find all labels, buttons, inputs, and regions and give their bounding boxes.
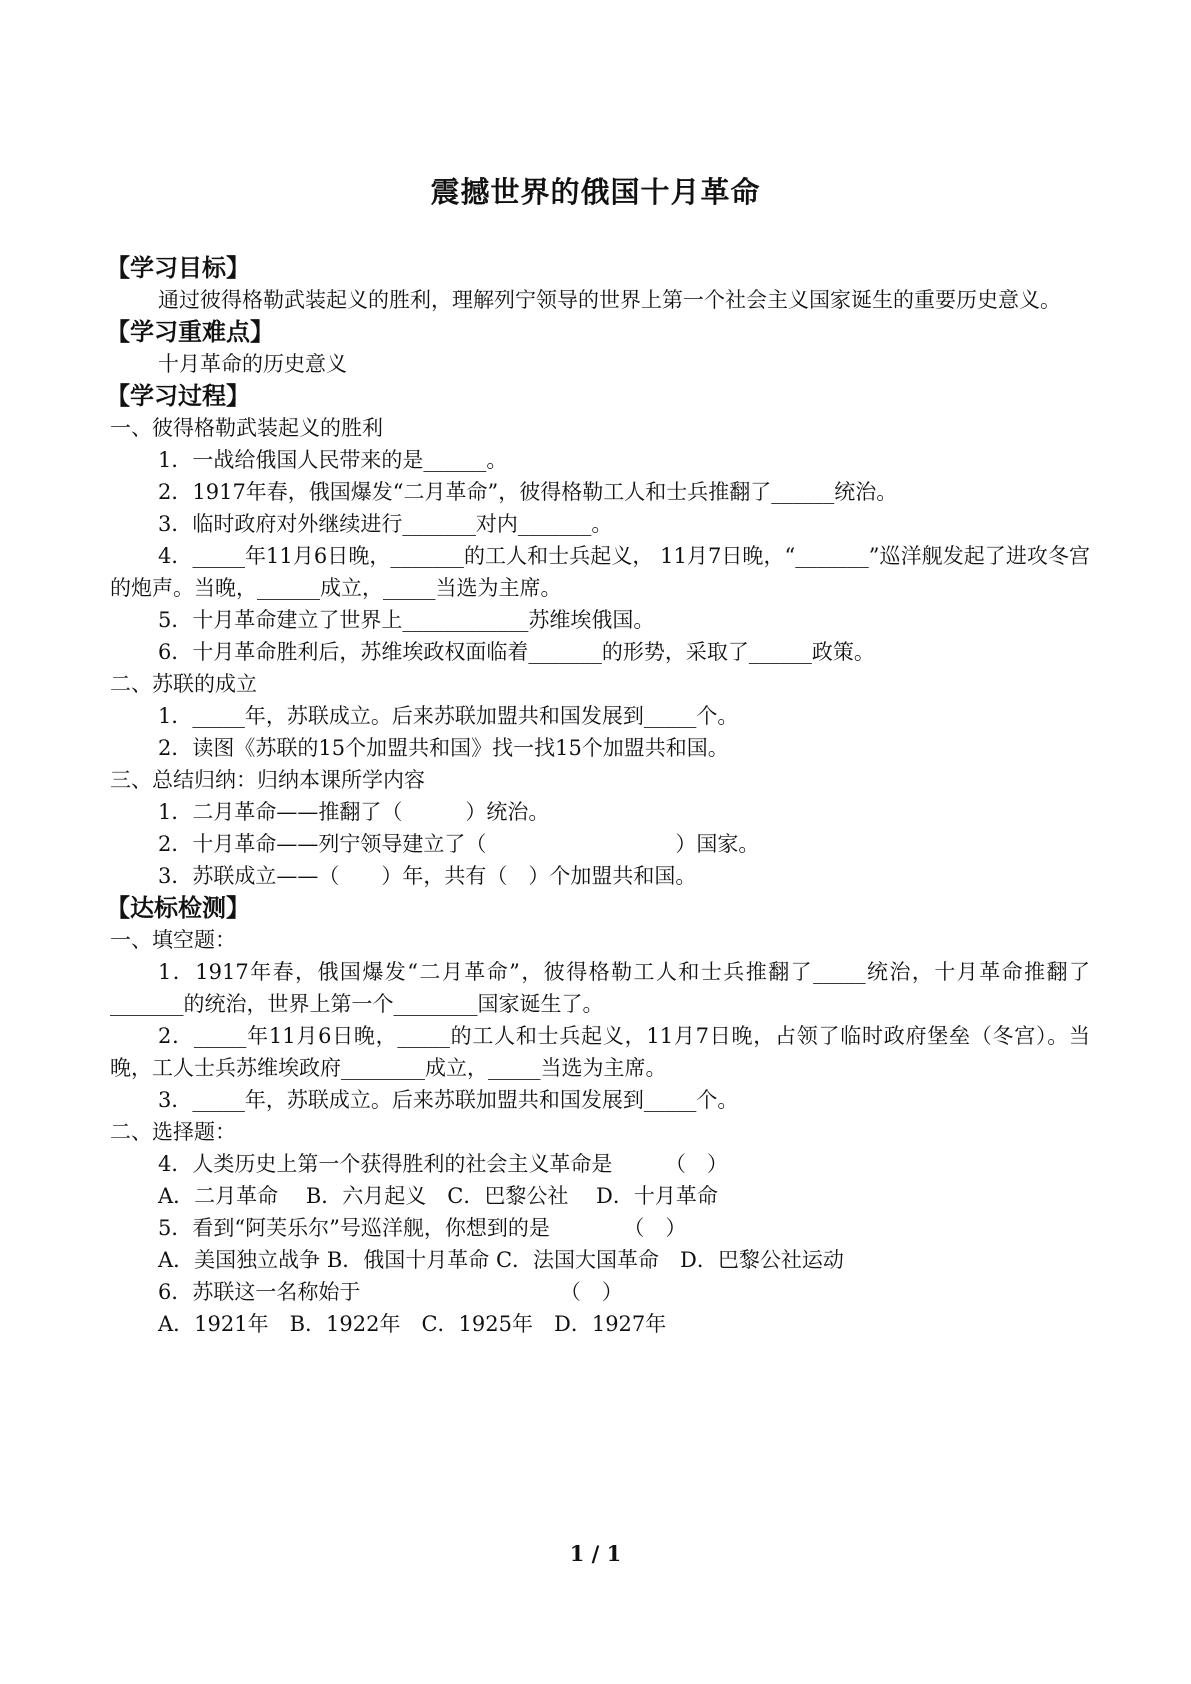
subsection-heading: 一、填空题： [110,928,236,952]
question-line: A．二月革命 B．六月起义 C．巴黎公社 D．十月革命 [158,1184,718,1208]
question-line: A．美国独立战争 B．俄国十月革命 C．法国大国革命 D．巴黎公社运动 [158,1248,844,1272]
question-line: 1．_____年，苏联成立。后来苏联加盟共和国发展到_____个。 [158,704,739,728]
question-line: 3．苏联成立——（ ）年，共有（ ）个加盟共和国。 [158,864,697,888]
paragraph: 4．_____年11月6日晚，_______的工人和士兵起义， 11月7日晚，“_______”巡洋舰发起了进攻冬宫的炮声。当晚，______成立，_____当选为主席。 [110,544,1090,600]
question-line: 3．_____年，苏联成立。后来苏联加盟共和国发展到_____个。 [158,1088,739,1112]
question-line: A．1921年 B．1922年 C．1925年 D．1927年 [158,1312,667,1336]
subsection-heading: 三、总结归纳：归纳本课所学内容 [110,768,425,792]
question-line: 5．看到“阿芙乐尔”号巡洋舰，你想到的是 （ ） [158,1216,687,1240]
paragraph: 1．1917年春，俄国爆发“二月革命”，彼得格勒工人和士兵推翻了_____统治，十月革命推翻了_______的统治，世界上第一个________国家诞生了。 [110,960,1090,1016]
section-heading: 【学习重难点】 [106,318,274,346]
question-line: 5．十月革命建立了世界上____________苏维埃俄国。 [158,608,655,632]
question-line: 十月革命的历史意义 [158,352,347,376]
question-line: 2．十月革命——列宁领导建立了（ ）国家。 [158,832,760,856]
document-title: 震撼世界的俄国十月革命 [430,175,761,209]
question-line: 2．读图《苏联的15个加盟共和国》找一找15个加盟共和国。 [158,736,729,760]
section-heading: 【学习过程】 [106,382,250,410]
question-line: 6．苏联这一名称始于 （ ） [158,1280,623,1304]
subsection-heading: 二、苏联的成立 [110,672,257,696]
page-number: 1 / 1 [569,1541,622,1566]
section-heading: 【达标检测】 [106,894,250,922]
question-line: 1．二月革命——推翻了（ ）统治。 [158,800,550,824]
question-line: 2．1917年春，俄国爆发“二月革命”，彼得格勒工人和士兵推翻了______统治。 [158,480,898,504]
question-line: 3．临时政府对外继续进行_______对内_______。 [158,512,613,536]
paragraph: 2．_____年11月6日晚，_____的工人和士兵起义，11月7日晚，占领了临时政府堡垒（冬宫）。当晚，工人士兵苏维埃政府________成立，_____当选为主席。 [110,1024,1090,1080]
subsection-heading: 一、彼得格勒武装起义的胜利 [110,416,383,440]
section-heading: 【学习目标】 [106,254,250,282]
question-line: 4．人类历史上第一个获得胜利的社会主义革命是 （ ） [158,1152,728,1176]
question-line: 1．一战给俄国人民带来的是______。 [158,448,508,472]
document-body [106,252,1090,1340]
paragraph: 通过彼得格勒武装起义的胜利，理解列宁领导的世界上第一个社会主义国家诞生的重要历史意义。 [158,288,1061,312]
question-line: 6．十月革命胜利后，苏维埃政权面临着_______的形势，采取了______政策。 [158,640,875,664]
subsection-heading: 二、选择题： [110,1120,236,1144]
